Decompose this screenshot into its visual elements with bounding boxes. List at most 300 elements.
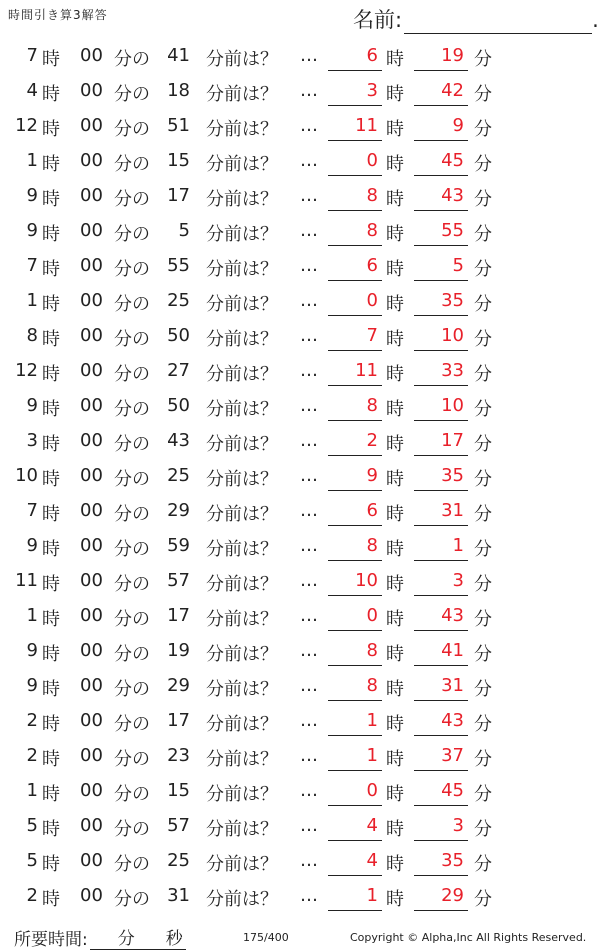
problem-hour: 1 xyxy=(26,780,38,801)
before-question: 分前は？ xyxy=(206,644,278,665)
problem-hour: 9 xyxy=(26,535,38,556)
hour-label: 時 xyxy=(42,224,60,245)
time-minute-unit: 分 xyxy=(117,929,135,949)
problem-row xyxy=(0,353,600,388)
problem-minutes: 19 xyxy=(167,640,190,661)
minute-of-label: 分の xyxy=(114,469,150,490)
answer-minute[interactable]: 31 xyxy=(414,675,468,701)
ellipsis: … xyxy=(300,745,318,766)
answer-hour[interactable]: 4 xyxy=(328,815,382,841)
ellipsis: … xyxy=(300,465,318,486)
ellipsis: … xyxy=(300,395,318,416)
zero-minutes: 00 xyxy=(80,430,103,451)
answer-minute[interactable]: 19 xyxy=(414,45,468,71)
ellipsis: … xyxy=(300,220,318,241)
before-question: 分前は？ xyxy=(206,154,278,175)
hour-label: 時 xyxy=(42,84,60,105)
answer-minute[interactable]: 33 xyxy=(414,360,468,386)
page-number: 175/400 xyxy=(243,931,289,944)
ellipsis: … xyxy=(300,290,318,311)
answer-hour-label: 時 xyxy=(386,784,404,805)
before-question: 分前は？ xyxy=(206,329,278,350)
problem-hour: 12 xyxy=(15,115,38,136)
problem-row xyxy=(0,493,600,528)
answer-minute-label: 分 xyxy=(474,609,492,630)
answer-hour-label: 時 xyxy=(386,854,404,875)
answer-minute[interactable]: 55 xyxy=(414,220,468,246)
answer-minute-label: 分 xyxy=(474,364,492,385)
before-question: 分前は？ xyxy=(206,399,278,420)
answer-hour[interactable]: 8 xyxy=(328,675,382,701)
zero-minutes: 00 xyxy=(80,220,103,241)
zero-minutes: 00 xyxy=(80,605,103,626)
answer-minute-label: 分 xyxy=(474,189,492,210)
zero-minutes: 00 xyxy=(80,395,103,416)
problem-hour: 5 xyxy=(26,850,38,871)
problem-minutes: 51 xyxy=(167,115,190,136)
hour-label: 時 xyxy=(42,259,60,280)
problem-minutes: 25 xyxy=(167,850,190,871)
answer-minute[interactable]: 29 xyxy=(414,885,468,911)
problem-hour: 9 xyxy=(26,675,38,696)
answer-minute-label: 分 xyxy=(474,889,492,910)
time-second-unit: 秒 xyxy=(165,929,183,949)
hour-label: 時 xyxy=(42,119,60,140)
hour-label: 時 xyxy=(42,889,60,910)
before-question: 分前は？ xyxy=(206,469,278,490)
answer-minute-label: 分 xyxy=(474,49,492,70)
answer-hour[interactable]: 6 xyxy=(328,500,382,526)
zero-minutes: 00 xyxy=(80,255,103,276)
problem-hour: 9 xyxy=(26,640,38,661)
zero-minutes: 00 xyxy=(80,185,103,206)
problem-row xyxy=(0,598,600,633)
answer-minute-label: 分 xyxy=(474,644,492,665)
ellipsis: … xyxy=(300,430,318,451)
problem-row xyxy=(0,213,600,248)
problem-row xyxy=(0,423,600,458)
problem-row xyxy=(0,773,600,808)
time-required xyxy=(14,925,186,950)
answer-minute-label: 分 xyxy=(474,574,492,595)
problem-minutes: 15 xyxy=(167,150,190,171)
answer-hour-label: 時 xyxy=(386,644,404,665)
zero-minutes: 00 xyxy=(80,150,103,171)
problem-minutes: 50 xyxy=(167,325,190,346)
problem-hour: 9 xyxy=(26,395,38,416)
problem-hour: 3 xyxy=(26,430,38,451)
answer-hour-label: 時 xyxy=(386,259,404,280)
ellipsis: … xyxy=(300,605,318,626)
before-question: 分前は？ xyxy=(206,294,278,315)
answer-hour[interactable]: 1 xyxy=(328,885,382,911)
answer-minute-label: 分 xyxy=(474,294,492,315)
answer-minute-label: 分 xyxy=(474,504,492,525)
answer-hour[interactable]: 1 xyxy=(328,745,382,771)
answer-hour-label: 時 xyxy=(386,154,404,175)
answer-minute-label: 分 xyxy=(474,224,492,245)
answer-hour-label: 時 xyxy=(386,609,404,630)
minute-of-label: 分の xyxy=(114,49,150,70)
answer-hour[interactable]: 8 xyxy=(328,640,382,666)
worksheet-title: 時間引き算3解答 xyxy=(8,8,108,22)
minute-of-label: 分の xyxy=(114,749,150,770)
problem-minutes: 17 xyxy=(167,605,190,626)
answer-hour[interactable]: 6 xyxy=(328,45,382,71)
zero-minutes: 00 xyxy=(80,780,103,801)
hour-label: 時 xyxy=(42,679,60,700)
before-question: 分前は？ xyxy=(206,574,278,595)
answer-minute[interactable]: 42 xyxy=(414,80,468,106)
minute-of-label: 分の xyxy=(114,784,150,805)
zero-minutes: 00 xyxy=(80,640,103,661)
ellipsis: … xyxy=(300,80,318,101)
answer-hour-label: 時 xyxy=(386,504,404,525)
problem-hour: 2 xyxy=(26,885,38,906)
answer-hour[interactable]: 8 xyxy=(328,535,382,561)
answer-minute[interactable]: 35 xyxy=(414,465,468,491)
answer-hour-label: 時 xyxy=(386,819,404,840)
minute-of-label: 分の xyxy=(114,644,150,665)
answer-hour-label: 時 xyxy=(386,224,404,245)
problem-minutes: 57 xyxy=(167,815,190,836)
problem-hour: 7 xyxy=(26,255,38,276)
problem-row xyxy=(0,668,600,703)
problem-minutes: 55 xyxy=(167,255,190,276)
zero-minutes: 00 xyxy=(80,710,103,731)
name-blank-line[interactable] xyxy=(404,13,592,34)
answer-hour[interactable]: 0 xyxy=(328,150,382,176)
problem-row xyxy=(0,528,600,563)
answer-hour[interactable]: 7 xyxy=(328,325,382,351)
answer-minute[interactable]: 3 xyxy=(414,815,468,841)
problem-hour: 2 xyxy=(26,745,38,766)
minute-of-label: 分の xyxy=(114,539,150,560)
problem-hour: 10 xyxy=(15,465,38,486)
time-required-label: 所要時間: xyxy=(14,930,88,950)
before-question: 分前は？ xyxy=(206,609,278,630)
answer-hour[interactable]: 0 xyxy=(328,290,382,316)
answer-hour-label: 時 xyxy=(386,679,404,700)
zero-minutes: 00 xyxy=(80,290,103,311)
answer-minute-label: 分 xyxy=(474,854,492,875)
answer-minute[interactable]: 1 xyxy=(414,535,468,561)
problem-row xyxy=(0,703,600,738)
problem-minutes: 27 xyxy=(167,360,190,381)
answer-hour-label: 時 xyxy=(386,364,404,385)
problem-row xyxy=(0,738,600,773)
before-question: 分前は？ xyxy=(206,819,278,840)
problem-hour: 12 xyxy=(15,360,38,381)
answer-minute[interactable]: 10 xyxy=(414,395,468,421)
minute-of-label: 分の xyxy=(114,119,150,140)
answer-minute[interactable]: 35 xyxy=(414,850,468,876)
problem-row xyxy=(0,458,600,493)
ellipsis: … xyxy=(300,150,318,171)
answer-hour[interactable]: 2 xyxy=(328,430,382,456)
answer-minute-label: 分 xyxy=(474,154,492,175)
zero-minutes: 00 xyxy=(80,80,103,101)
ellipsis: … xyxy=(300,45,318,66)
answer-minute[interactable]: 35 xyxy=(414,290,468,316)
zero-minutes: 00 xyxy=(80,675,103,696)
answer-hour-label: 時 xyxy=(386,399,404,420)
minute-of-label: 分の xyxy=(114,609,150,630)
answer-hour[interactable]: 8 xyxy=(328,185,382,211)
ellipsis: … xyxy=(300,710,318,731)
answer-minute[interactable]: 17 xyxy=(414,430,468,456)
problem-hour: 9 xyxy=(26,185,38,206)
before-question: 分前は？ xyxy=(206,749,278,770)
ellipsis: … xyxy=(300,640,318,661)
answer-hour[interactable]: 9 xyxy=(328,465,382,491)
before-question: 分前は？ xyxy=(206,119,278,140)
answer-hour-label: 時 xyxy=(386,119,404,140)
minute-of-label: 分の xyxy=(114,889,150,910)
zero-minutes: 00 xyxy=(80,850,103,871)
problem-minutes: 15 xyxy=(167,780,190,801)
answer-hour-label: 時 xyxy=(386,189,404,210)
minute-of-label: 分の xyxy=(114,574,150,595)
ellipsis: … xyxy=(300,535,318,556)
minute-of-label: 分の xyxy=(114,189,150,210)
problem-minutes: 25 xyxy=(167,290,190,311)
problem-minutes: 31 xyxy=(167,885,190,906)
hour-label: 時 xyxy=(42,469,60,490)
problem-row xyxy=(0,843,600,878)
hour-label: 時 xyxy=(42,784,60,805)
hour-label: 時 xyxy=(42,714,60,735)
zero-minutes: 00 xyxy=(80,115,103,136)
minute-of-label: 分の xyxy=(114,504,150,525)
problem-row xyxy=(0,178,600,213)
before-question: 分前は？ xyxy=(206,189,278,210)
hour-label: 時 xyxy=(42,644,60,665)
ellipsis: … xyxy=(300,255,318,276)
answer-hour[interactable]: 0 xyxy=(328,780,382,806)
minute-of-label: 分の xyxy=(114,819,150,840)
minute-of-label: 分の xyxy=(114,399,150,420)
hour-label: 時 xyxy=(42,749,60,770)
answer-minute[interactable]: 43 xyxy=(414,710,468,736)
answer-minute[interactable]: 41 xyxy=(414,640,468,666)
hour-label: 時 xyxy=(42,434,60,455)
name-field xyxy=(353,4,599,34)
answer-minute[interactable]: 10 xyxy=(414,325,468,351)
problem-minutes: 43 xyxy=(167,430,190,451)
zero-minutes: 00 xyxy=(80,815,103,836)
problem-hour: 8 xyxy=(26,325,38,346)
answer-minute-label: 分 xyxy=(474,679,492,700)
minute-of-label: 分の xyxy=(114,854,150,875)
problem-row xyxy=(0,38,600,73)
answer-hour-label: 時 xyxy=(386,714,404,735)
ellipsis: … xyxy=(300,850,318,871)
zero-minutes: 00 xyxy=(80,465,103,486)
answer-minute-label: 分 xyxy=(474,329,492,350)
minute-of-label: 分の xyxy=(114,679,150,700)
answer-minute-label: 分 xyxy=(474,84,492,105)
ellipsis: … xyxy=(300,885,318,906)
answer-hour[interactable]: 1 xyxy=(328,710,382,736)
minute-of-label: 分の xyxy=(114,259,150,280)
before-question: 分前は？ xyxy=(206,49,278,70)
answer-minute-label: 分 xyxy=(474,819,492,840)
problem-minutes: 59 xyxy=(167,535,190,556)
answer-minute-label: 分 xyxy=(474,399,492,420)
minute-of-label: 分の xyxy=(114,224,150,245)
problem-hour: 7 xyxy=(26,45,38,66)
name-label: 名前: xyxy=(353,8,403,32)
answer-minute-label: 分 xyxy=(474,539,492,560)
hour-label: 時 xyxy=(42,154,60,175)
before-question: 分前は？ xyxy=(206,889,278,910)
problem-minutes: 17 xyxy=(167,710,190,731)
before-question: 分前は？ xyxy=(206,259,278,280)
before-question: 分前は？ xyxy=(206,714,278,735)
minute-of-label: 分の xyxy=(114,364,150,385)
before-question: 分前は？ xyxy=(206,784,278,805)
answer-minute[interactable]: 43 xyxy=(414,185,468,211)
hour-label: 時 xyxy=(42,399,60,420)
ellipsis: … xyxy=(300,570,318,591)
problem-minutes: 57 xyxy=(167,570,190,591)
ellipsis: … xyxy=(300,815,318,836)
hour-label: 時 xyxy=(42,49,60,70)
answer-hour[interactable]: 10 xyxy=(328,570,382,596)
hour-label: 時 xyxy=(42,364,60,385)
problem-row xyxy=(0,143,600,178)
minute-of-label: 分の xyxy=(114,434,150,455)
hour-label: 時 xyxy=(42,189,60,210)
zero-minutes: 00 xyxy=(80,885,103,906)
time-required-blank[interactable] xyxy=(90,931,186,950)
answer-hour-label: 時 xyxy=(386,749,404,770)
problem-hour: 4 xyxy=(26,80,38,101)
answer-hour-label: 時 xyxy=(386,469,404,490)
answer-minute[interactable]: 43 xyxy=(414,605,468,631)
answer-hour[interactable]: 4 xyxy=(328,850,382,876)
ellipsis: … xyxy=(300,185,318,206)
answer-minute[interactable]: 9 xyxy=(414,115,468,141)
problem-minutes: 18 xyxy=(167,80,190,101)
ellipsis: … xyxy=(300,325,318,346)
hour-label: 時 xyxy=(42,539,60,560)
minute-of-label: 分の xyxy=(114,84,150,105)
problem-hour: 9 xyxy=(26,220,38,241)
problem-hour: 1 xyxy=(26,150,38,171)
answer-hour[interactable]: 8 xyxy=(328,395,382,421)
answer-hour[interactable]: 11 xyxy=(328,115,382,141)
zero-minutes: 00 xyxy=(80,535,103,556)
answer-hour-label: 時 xyxy=(386,574,404,595)
hour-label: 時 xyxy=(42,854,60,875)
problem-row xyxy=(0,283,600,318)
problem-minutes: 50 xyxy=(167,395,190,416)
problem-row xyxy=(0,878,600,913)
ellipsis: … xyxy=(300,500,318,521)
problem-minutes: 25 xyxy=(167,465,190,486)
answer-minute-label: 分 xyxy=(474,259,492,280)
problem-hour: 1 xyxy=(26,290,38,311)
minute-of-label: 分の xyxy=(114,329,150,350)
answer-hour-label: 時 xyxy=(386,84,404,105)
ellipsis: … xyxy=(300,115,318,136)
zero-minutes: 00 xyxy=(80,570,103,591)
problem-row xyxy=(0,73,600,108)
minute-of-label: 分の xyxy=(114,154,150,175)
answer-hour-label: 時 xyxy=(386,434,404,455)
answer-minute[interactable]: 31 xyxy=(414,500,468,526)
zero-minutes: 00 xyxy=(80,325,103,346)
problem-minutes: 23 xyxy=(167,745,190,766)
problem-hour: 1 xyxy=(26,605,38,626)
answer-hour[interactable]: 8 xyxy=(328,220,382,246)
problem-minutes: 17 xyxy=(167,185,190,206)
answer-hour[interactable]: 3 xyxy=(328,80,382,106)
before-question: 分前は？ xyxy=(206,504,278,525)
problem-hour: 2 xyxy=(26,710,38,731)
problem-row xyxy=(0,808,600,843)
answer-hour-label: 時 xyxy=(386,329,404,350)
ellipsis: … xyxy=(300,675,318,696)
answer-hour-label: 時 xyxy=(386,294,404,315)
problem-minutes: 29 xyxy=(167,500,190,521)
answer-hour-label: 時 xyxy=(386,49,404,70)
answer-minute[interactable]: 5 xyxy=(414,255,468,281)
problem-row xyxy=(0,318,600,353)
problem-row xyxy=(0,388,600,423)
before-question: 分前は？ xyxy=(206,434,278,455)
answer-minute-label: 分 xyxy=(474,749,492,770)
problem-hour: 5 xyxy=(26,815,38,836)
problem-hour: 7 xyxy=(26,500,38,521)
answer-minute[interactable]: 37 xyxy=(414,745,468,771)
answer-minute[interactable]: 45 xyxy=(414,150,468,176)
before-question: 分前は？ xyxy=(206,679,278,700)
answer-minute-label: 分 xyxy=(474,714,492,735)
answer-hour[interactable]: 6 xyxy=(328,255,382,281)
answer-minute-label: 分 xyxy=(474,784,492,805)
problem-row xyxy=(0,108,600,143)
answer-minute-label: 分 xyxy=(474,469,492,490)
problem-hour: 11 xyxy=(15,570,38,591)
hour-label: 時 xyxy=(42,609,60,630)
answer-minute-label: 分 xyxy=(474,434,492,455)
hour-label: 時 xyxy=(42,504,60,525)
hour-label: 時 xyxy=(42,819,60,840)
before-question: 分前は？ xyxy=(206,854,278,875)
answer-minute[interactable]: 45 xyxy=(414,780,468,806)
answer-minute[interactable]: 3 xyxy=(414,570,468,596)
answer-hour[interactable]: 0 xyxy=(328,605,382,631)
problem-list xyxy=(0,38,600,913)
copyright: Copyright © Alpha,Inc All Rights Reserved. xyxy=(350,931,587,944)
before-question: 分前は？ xyxy=(206,224,278,245)
name-end: . xyxy=(592,8,599,32)
answer-hour[interactable]: 11 xyxy=(328,360,382,386)
zero-minutes: 00 xyxy=(80,500,103,521)
before-question: 分前は？ xyxy=(206,84,278,105)
before-question: 分前は？ xyxy=(206,539,278,560)
zero-minutes: 00 xyxy=(80,745,103,766)
minute-of-label: 分の xyxy=(114,294,150,315)
zero-minutes: 00 xyxy=(80,360,103,381)
problem-minutes: 5 xyxy=(178,220,190,241)
before-question: 分前は？ xyxy=(206,364,278,385)
problem-minutes: 41 xyxy=(167,45,190,66)
ellipsis: … xyxy=(300,360,318,381)
